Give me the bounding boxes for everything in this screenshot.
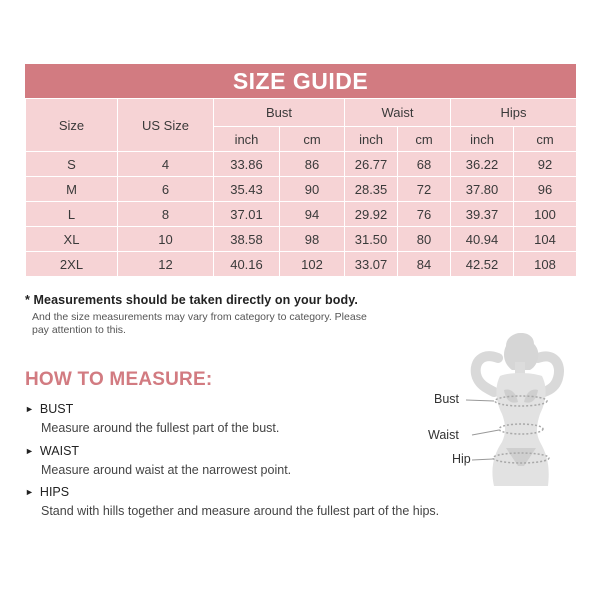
measure-description: Stand with hills together and measure around the fullest part of the hips. bbox=[41, 504, 440, 518]
measure-item-hips bbox=[25, 485, 485, 518]
table-cell: 84 bbox=[398, 252, 451, 277]
table-row bbox=[26, 227, 577, 252]
bust-header: Bust bbox=[214, 99, 345, 127]
bullet-triangle-icon: ► bbox=[25, 446, 34, 456]
hip-label: Hip bbox=[452, 452, 471, 466]
table-cell: 37.80 bbox=[451, 177, 514, 202]
table-cell: 96 bbox=[514, 177, 577, 202]
table-cell: 26.77 bbox=[345, 152, 398, 177]
bullet-triangle-icon: ► bbox=[25, 487, 34, 497]
table-cell: 38.58 bbox=[214, 227, 280, 252]
table-cell: 72 bbox=[398, 177, 451, 202]
table-cell: 12 bbox=[118, 252, 214, 277]
unit-header: cm bbox=[514, 127, 577, 152]
body-figure bbox=[420, 318, 590, 498]
table-cell: 102 bbox=[280, 252, 345, 277]
unit-header: cm bbox=[280, 127, 345, 152]
table-cell: 100 bbox=[514, 202, 577, 227]
table-row bbox=[26, 252, 577, 277]
table-cell: 86 bbox=[280, 152, 345, 177]
hips-header: Hips bbox=[451, 99, 577, 127]
table-cell: 33.86 bbox=[214, 152, 280, 177]
table-cell: M bbox=[26, 177, 118, 202]
measure-label: WAIST bbox=[39, 444, 80, 458]
table-cell: 36.22 bbox=[451, 152, 514, 177]
waist-header: Waist bbox=[345, 99, 451, 127]
measure-description: Measure around the fullest part of the bust. bbox=[41, 421, 280, 435]
table-cell: 80 bbox=[398, 227, 451, 252]
table-cell: L bbox=[26, 202, 118, 227]
table-cell: 98 bbox=[280, 227, 345, 252]
table-cell: 108 bbox=[514, 252, 577, 277]
bullet-triangle-icon: ► bbox=[25, 404, 34, 414]
size-table bbox=[25, 98, 577, 277]
measure-item-bust bbox=[25, 402, 485, 435]
measure-item-waist bbox=[25, 444, 485, 477]
table-cell: 42.52 bbox=[451, 252, 514, 277]
bust-label: Bust bbox=[434, 392, 460, 406]
size-header: Size bbox=[26, 99, 118, 152]
measure-label: HIPS bbox=[39, 485, 70, 499]
table-cell: 37.01 bbox=[214, 202, 280, 227]
table-cell: 28.35 bbox=[345, 177, 398, 202]
measurement-note: * Measurements should be taken directly on your body. bbox=[25, 293, 358, 307]
table-cell: 4 bbox=[118, 152, 214, 177]
table-row bbox=[26, 177, 577, 202]
size-guide-title: SIZE GUIDE bbox=[25, 64, 576, 98]
table-cell: 33.07 bbox=[345, 252, 398, 277]
unit-header: inch bbox=[214, 127, 280, 152]
table-cell: 76 bbox=[398, 202, 451, 227]
table-cell: 104 bbox=[514, 227, 577, 252]
measure-label: BUST bbox=[39, 402, 74, 416]
unit-header: inch bbox=[451, 127, 514, 152]
unit-header: cm bbox=[398, 127, 451, 152]
table-cell: XL bbox=[26, 227, 118, 252]
measure-description: Measure around waist at the narrowest point. bbox=[41, 463, 292, 477]
table-cell: 8 bbox=[118, 202, 214, 227]
unit-header: inch bbox=[345, 127, 398, 152]
table-cell: 35.43 bbox=[214, 177, 280, 202]
table-cell: S bbox=[26, 152, 118, 177]
table-cell: 92 bbox=[514, 152, 577, 177]
us-size-header: US Size bbox=[118, 99, 214, 152]
measurement-subnote: And the size measurements may vary from category to category. Please pay attention to this. bbox=[32, 311, 367, 336]
table-row bbox=[26, 202, 577, 227]
table-cell: 40.16 bbox=[214, 252, 280, 277]
table-cell: 40.94 bbox=[451, 227, 514, 252]
table-row bbox=[26, 152, 577, 177]
table-cell: 94 bbox=[280, 202, 345, 227]
table-cell: 31.50 bbox=[345, 227, 398, 252]
table-cell: 6 bbox=[118, 177, 214, 202]
table-cell: 68 bbox=[398, 152, 451, 177]
body-silhouette-icon bbox=[420, 318, 590, 498]
waist-label: Waist bbox=[428, 428, 459, 442]
table-cell: 90 bbox=[280, 177, 345, 202]
table-cell: 10 bbox=[118, 227, 214, 252]
table-cell: 39.37 bbox=[451, 202, 514, 227]
table-cell: 2XL bbox=[26, 252, 118, 277]
how-to-measure-title: HOW TO MEASURE: bbox=[25, 369, 213, 390]
table-cell: 29.92 bbox=[345, 202, 398, 227]
